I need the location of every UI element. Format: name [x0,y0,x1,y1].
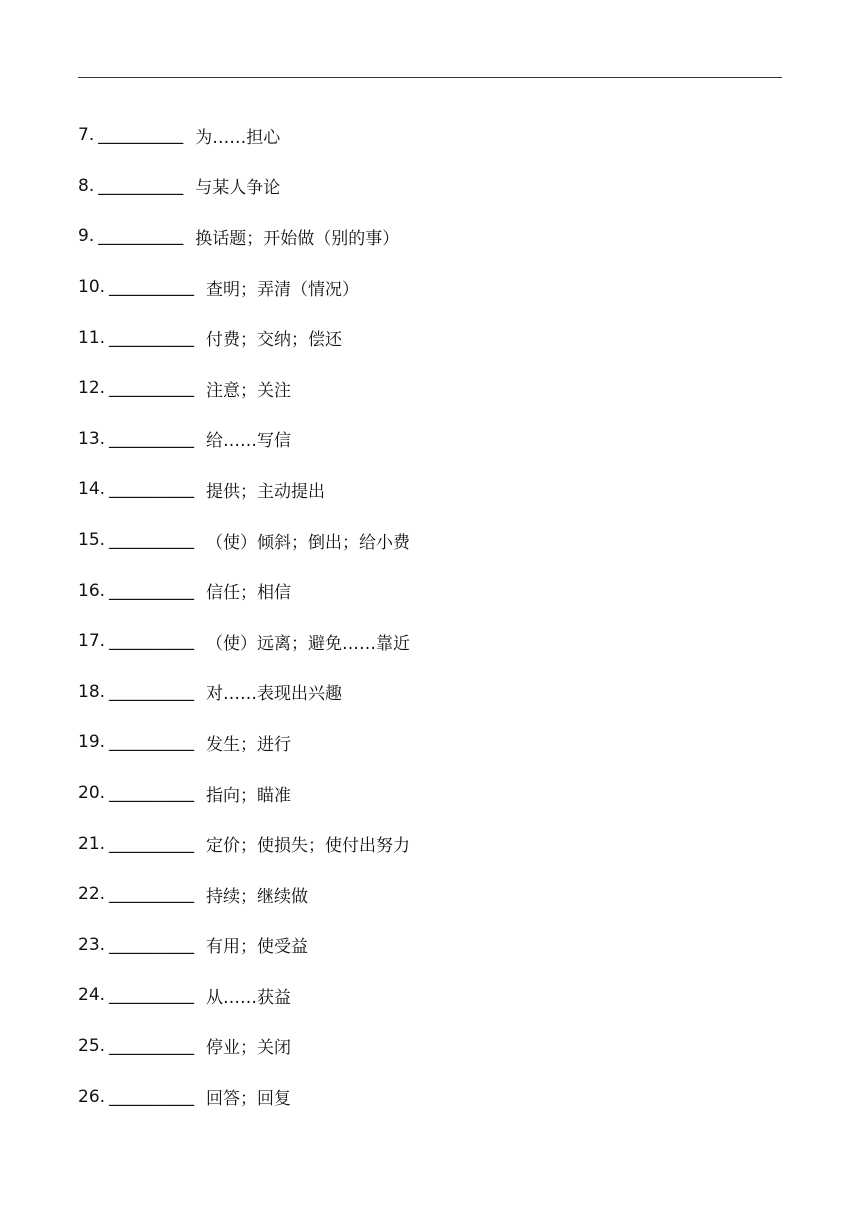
item-meaning: 给……写信 [206,431,292,452]
answer-blank: __________ [109,681,195,702]
list-item [78,363,410,414]
answer-blank: __________ [109,732,195,753]
item-meaning: 有用；使受益 [206,937,309,958]
item-number: 12. [78,378,106,399]
item-number: 13. [78,428,106,449]
item-meaning: （使）远离；避免……靠近 [206,633,411,654]
answer-blank: __________ [109,580,195,601]
list-item [78,818,410,869]
item-meaning: 换话题；开始做（别的事） [195,228,400,249]
item-meaning: 对……表现出兴趣 [206,684,343,705]
answer-blank: __________ [109,327,195,348]
answer-blank: __________ [109,428,195,449]
item-meaning: 注意；关注 [206,380,292,401]
answer-blank: __________ [109,884,195,905]
item-number: 16. [78,580,106,601]
item-meaning: 从……获益 [206,987,292,1008]
answer-blank: __________ [98,226,184,247]
item-meaning: 信任；相信 [206,583,292,604]
item-meaning: 回答；回复 [206,1089,292,1110]
item-number: 25. [78,1035,106,1056]
list-item [78,667,410,718]
header-rule [78,77,782,78]
list-item [78,717,410,768]
item-meaning: 停业；关闭 [206,1038,292,1059]
item-meaning: 为……担心 [195,127,281,148]
item-number: 24. [78,985,106,1006]
list-item [78,110,410,161]
answer-blank: __________ [109,378,195,399]
answer-blank: __________ [109,985,195,1006]
item-number: 17. [78,631,106,652]
item-meaning: 发生；进行 [206,734,292,755]
list-item [78,211,410,262]
list-item [78,414,410,465]
item-number: 7. [78,125,95,146]
list-item [78,161,410,212]
answer-blank: __________ [109,833,195,854]
answer-blank: __________ [109,277,195,298]
vocabulary-list [78,110,410,1122]
list-item [78,970,410,1021]
item-meaning: 提供；主动提出 [206,481,326,502]
list-item [78,515,410,566]
item-meaning: 查明；弄清（情况） [206,279,360,300]
item-number: 26. [78,1086,106,1107]
list-item [78,565,410,616]
answer-blank: __________ [109,1086,195,1107]
answer-blank: __________ [98,175,184,196]
list-item [78,920,410,971]
answer-blank: __________ [98,125,184,146]
item-number: 19. [78,732,106,753]
answer-blank: __________ [109,631,195,652]
list-item [78,616,410,667]
item-meaning: 持续；继续做 [206,886,309,907]
item-meaning: 付费；交纳；偿还 [206,330,343,351]
item-number: 15. [78,530,106,551]
item-number: 10. [78,277,106,298]
list-item [78,869,410,920]
answer-blank: __________ [109,479,195,500]
item-number: 14. [78,479,106,500]
list-item [78,1071,410,1122]
item-meaning: 指向；瞄准 [206,785,292,806]
item-number: 18. [78,681,106,702]
answer-blank: __________ [109,934,195,955]
answer-blank: __________ [109,1035,195,1056]
answer-blank: __________ [109,783,195,804]
list-item [78,1021,410,1072]
list-item [78,768,410,819]
item-meaning: 与某人争论 [195,178,281,199]
item-number: 23. [78,934,106,955]
item-meaning: 定价；使损失；使付出努力 [206,836,411,857]
item-number: 8. [78,175,95,196]
item-number: 11. [78,327,106,348]
answer-blank: __________ [109,530,195,551]
list-item [78,312,410,363]
item-number: 22. [78,884,106,905]
list-item [78,262,410,313]
item-number: 21. [78,833,106,854]
item-number: 20. [78,783,106,804]
item-number: 9. [78,226,95,247]
item-meaning: （使）倾斜；倒出；给小费 [206,532,411,553]
list-item [78,464,410,515]
